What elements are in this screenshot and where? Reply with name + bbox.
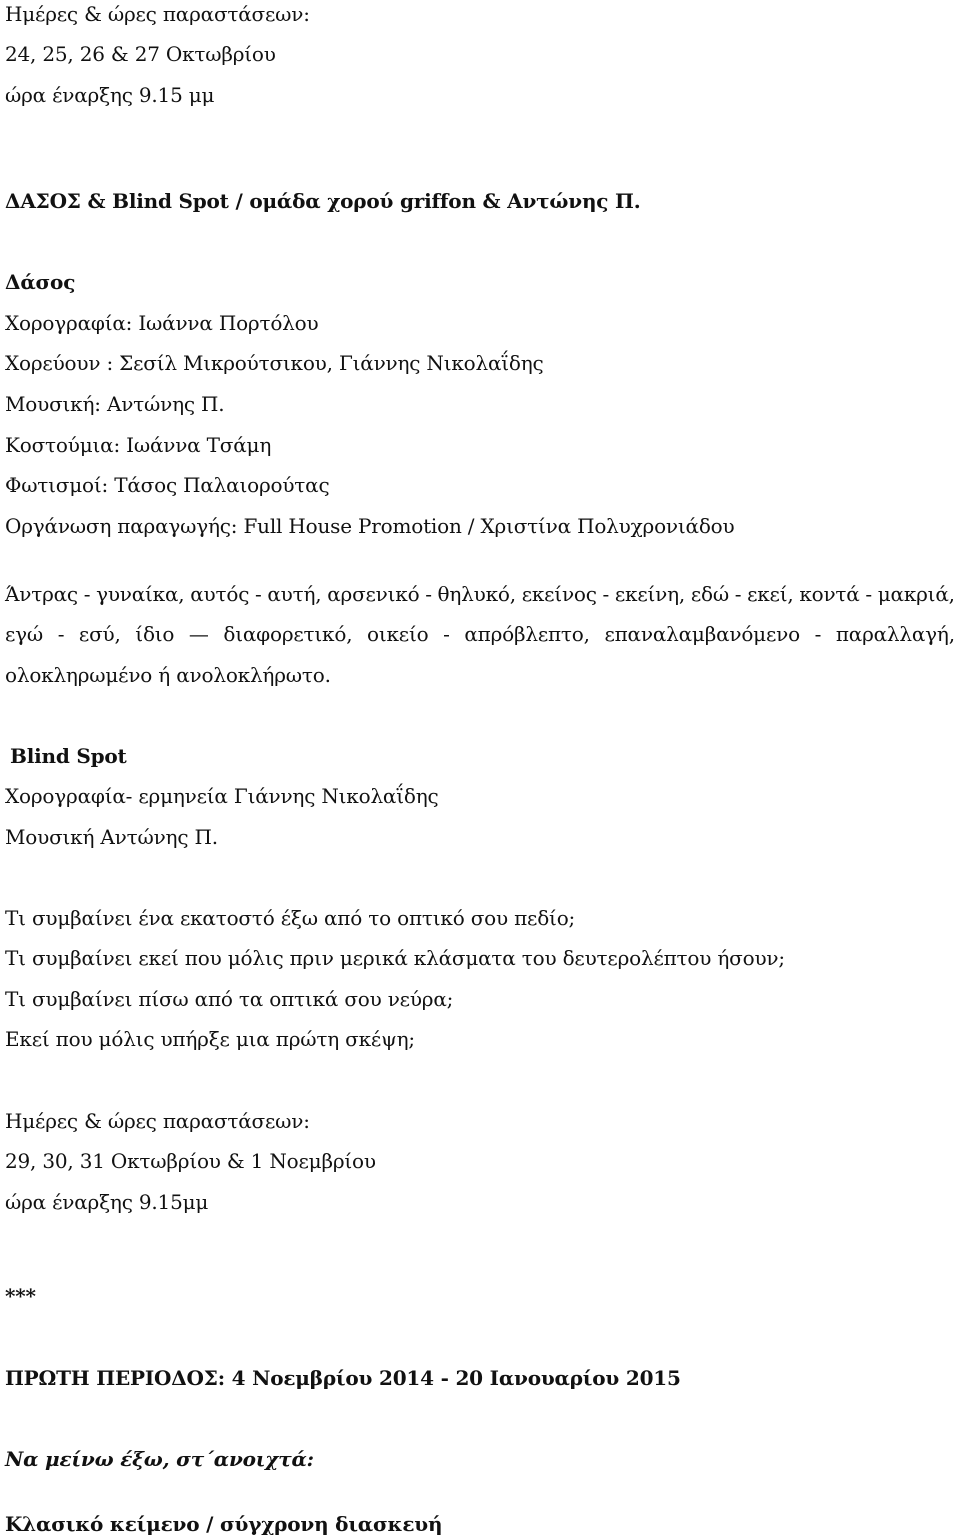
dasos-costumes: Κοστούμια: Ιωάννα Τσάμη <box>5 433 272 457</box>
period-heading: ΠΡΩΤΗ ΠΕΡΙΟΔΟΣ: 4 Νοεμβρίου 2014 - 20 Ιανουαρίου 2015 <box>5 1366 681 1390</box>
dates-heading-2: Ημέρες & ώρες παραστάσεων: <box>5 1109 310 1133</box>
blind-spot-question-1: Τι συμβαίνει ένα εκατοστό έξω από το οπτικό σου πεδίο; <box>5 906 576 930</box>
stay-out-heading: Να μείνω έξω, στ΄ανοιχτά: <box>5 1447 314 1471</box>
blind-spot-music: Μουσική Αντώνης Π. <box>5 825 218 849</box>
dasos-choreography: Χορογραφία: Ιωάννα Πορτόλου <box>5 311 319 335</box>
dasos-dancers: Χορεύουν : Σεσίλ Μικρούτσικου, Γιάννης Νικολαΐδης <box>5 351 544 375</box>
dates-heading: Ημέρες & ώρες παραστάσεων: <box>5 2 310 26</box>
separator: *** <box>5 1284 36 1308</box>
blind-spot-question-4: Εκεί που μόλις υπήρξε μια πρώτη σκέψη; <box>5 1027 415 1051</box>
blind-spot-question-2: Τι συμβαίνει εκεί που μόλις πριν μερικά κλάσματα του δευτερολέπτου ήσουν; <box>5 946 785 970</box>
blind-spot-choreography: Χορογραφία- ερμηνεία Γιάννης Νικολαΐδης <box>5 784 439 808</box>
start-time-2: ώρα έναρξης 9.15μμ <box>5 1190 209 1214</box>
dasos-lighting: Φωτισμοί: Τάσος Παλαιορούτας <box>5 473 330 497</box>
dasos-production-org: Οργάνωση παραγωγής: Full House Promotion / Χριστίνα Πολυχρονιάδου <box>5 514 735 538</box>
blind-spot-title: Blind Spot <box>10 744 127 768</box>
classic-text-heading: Κλασικό κείμενο / σύγχρονη διασκευή <box>5 1512 443 1536</box>
performance-dates-2: 29, 30, 31 Οκτωβρίου & 1 Νοεμβρίου <box>5 1149 376 1173</box>
start-time: ώρα έναρξης 9.15 μμ <box>5 83 215 107</box>
dasos-title: Δάσος <box>5 270 76 294</box>
description-line-2: εγώ - εσύ, ίδιο — διαφορετικό, οικείο - απρόβλεπτο, επαναλαμβανόμενο - παραλλαγή, <box>5 622 955 646</box>
performance-dates: 24, 25, 26 & 27 Οκτωβρίου <box>5 42 276 66</box>
dasos-music: Μουσική: Αντώνης Π. <box>5 392 225 416</box>
description-line-3: ολοκληρωμένο ή ανολοκλήρωτο. <box>5 663 331 687</box>
production-title: ΔΑΣΟΣ & Blind Spot / ομάδα χορού griffon & Αντώνης Π. <box>5 189 641 213</box>
blind-spot-question-3: Τι συμβαίνει πίσω από τα οπτικά σου νεύρα; <box>5 987 454 1011</box>
description-line-1: Άντρας - γυναίκα, αυτός - αυτή, αρσενικό - θηλυκό, εκείνος - εκείνη, εδώ - εκεί, κοντά - μακριά, <box>5 582 955 606</box>
